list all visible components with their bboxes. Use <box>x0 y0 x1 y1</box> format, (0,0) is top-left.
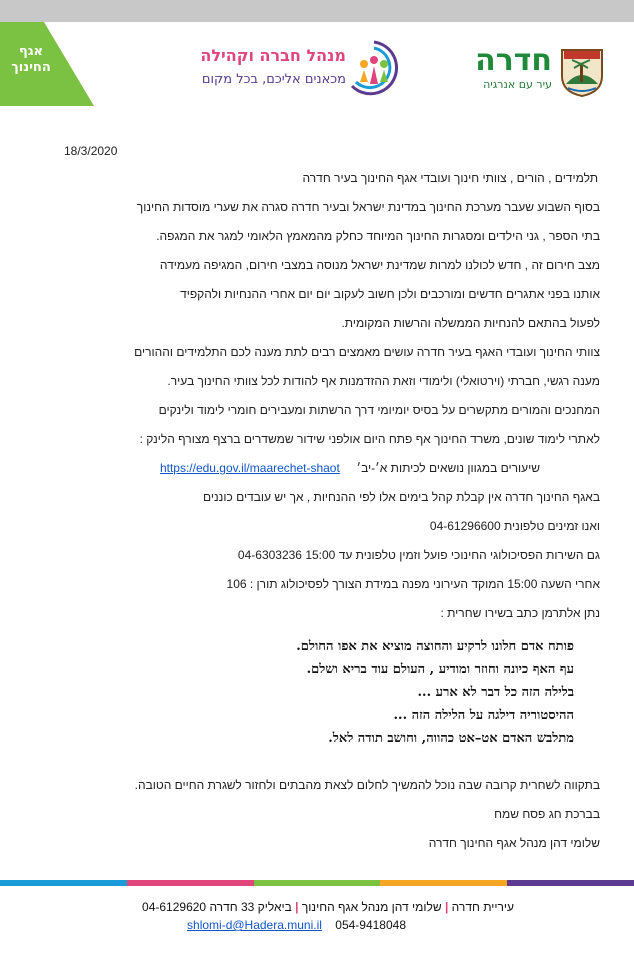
footer-municipality: עיריית חדרה <box>451 900 514 914</box>
community-logo-title: מנהל חברה וקהילה <box>200 46 346 65</box>
top-bar <box>0 0 634 22</box>
community-admin-logo <box>196 38 401 102</box>
body2-line-2: ואנו זמינים טלפונית 04-61296600 <box>429 519 600 533</box>
body-line-2: בתי הספר , גני הילדים ומסגרות החינוך המיוחד כחלק מהמאמץ הלאומי למגר את המגפה. <box>156 229 600 243</box>
body-line-3: מצב חירום זה , חדש לכולנו למרות שמדינת ישראל מנוסה במצבי חירום, המגיפה מעמידה <box>159 258 600 272</box>
body2-line-4: אחרי השעה 15:00 המוקד העירוני מפנה במידת הצורך לפסיכולוג תורן : 106 <box>226 577 600 591</box>
closing-line-1: בתקווה לשחרית קרובה שבה נוכל להמשיך לחלום לצאת מהבתים ולחזור לשגרת החיים הטובה. <box>134 778 600 792</box>
edu-schedule-link[interactable]: https://edu.gov.il/maarechet-shaot <box>159 461 340 475</box>
stripe-segment-3 <box>254 880 381 886</box>
poem-line-4: ההיסטוריה דילגה על הלילה הזה ... <box>393 708 574 723</box>
body-line-9: לאתרי לימוד שונים, משרד החינוך אף פתח היום אולפני שידור שמשדרים ברצף מצורף הלינק : <box>139 432 600 446</box>
letter-greeting: תלמידים , הורים , צוותי חינוך ועובדי אגף החינוך בעיר חדרה <box>302 171 598 185</box>
stripe-segment-1 <box>0 880 127 886</box>
corner-label <box>6 44 56 76</box>
signature: שלומי דהן מנהל אגף החינוך חדרה <box>428 836 600 850</box>
footer-email[interactable]: shlomi-d@Hadera.muni.il <box>187 918 322 932</box>
footer-mobile: 054-9418048 <box>335 918 406 932</box>
body-line-6: צוותי החינוך ועובדי האגף בעיר חדרה עושים מאמצים רבים לתת מענה לכם התלמידים וההורים <box>134 345 600 359</box>
poem-line-3: בלילה הזה כל דבר לא ארע ... <box>417 685 574 700</box>
corner-label-line1: אגף <box>18 44 44 59</box>
corner-label-line2: החינוך <box>11 60 51 75</box>
body-line-5: לפעול בהתאם להנחיות הממשלה והרשות המקומית. <box>341 316 600 330</box>
body2-line-5: נתן אלתרמן כתב בשירו שחרית : <box>440 606 600 620</box>
stripe-segment-4 <box>380 880 507 886</box>
stripe-segment-2 <box>127 880 254 886</box>
footer-line-2 <box>187 918 406 932</box>
community-people-icon <box>346 38 402 102</box>
body-line-4: אותנו בפני אתגרים חדשים ומורכבים ולכן חשוב לעקוב יום יום אחרי ההנחיות ולהקפיד <box>180 287 600 301</box>
footer-separator: | <box>444 900 449 914</box>
closing-greeting: בברכת חג פסח שמח <box>494 807 600 821</box>
link-description: שיעורים במגוון נושאים לכיתות א׳-יב׳ <box>356 461 540 475</box>
footer-separator: | <box>295 900 299 914</box>
city-logo-title: חדרה <box>475 43 552 78</box>
poem-line-5: מתלבש האדם אט–אט כהווה, וחושב תודה לאל. <box>328 731 574 746</box>
body2-line-3: גם השירות הפסיכולוגי החינוכי פועל וזמין טלפונית עד 15:00 04-6303236 <box>237 548 600 562</box>
body-line-1: בסוף השבוע שעבר מערכת החינוך במדינת ישראל ובעיר חדרה סגרה את שערי מוסדות החינוך <box>136 200 600 214</box>
letter-date: 18/3/2020 <box>64 144 118 158</box>
stripe-segment-5 <box>507 880 634 886</box>
body-line-7: מענה רגשי, חברתי (וירטואלי) ולימודי וזאת ההזדמנות אף להודות לכל צוותי החינוך בעיר. <box>167 374 600 388</box>
community-logo-subtitle: מכאנים אליכם, בכל מקום <box>201 72 346 87</box>
poem-line-1: פותח אדם חלונו לרקיע והחוצה מוציא את אפו החולם. <box>296 639 574 654</box>
hadera-city-logo <box>475 43 604 100</box>
color-stripe <box>0 880 634 886</box>
footer-address: ביאליק 33 חדרה <box>209 900 292 914</box>
link-row <box>160 461 540 475</box>
footer-director: שלומי דהן מנהל אגף החינוך <box>301 900 442 914</box>
city-logo-subtitle: עיר עם אנרגיה <box>483 78 552 91</box>
body-line-8: המחנכים והמורים מתקשרים על בסיס יומיומי דרך הרשתות ומעבירים חומרי לימוד ולינקים <box>158 403 600 417</box>
poem-line-2: עף האף כיונה וחוזר ומודיע , העולם עוד בריא ושלם. <box>306 662 574 677</box>
footer-phone: 04-6129620 <box>142 900 207 914</box>
body2-line-1: באגף החינוך חדרה אין קבלת קהל בימים אלו לפי ההנחיות , אך יש עובדים כוננים <box>202 490 600 504</box>
city-crest-icon <box>560 46 604 98</box>
footer-line-1 <box>142 900 514 914</box>
